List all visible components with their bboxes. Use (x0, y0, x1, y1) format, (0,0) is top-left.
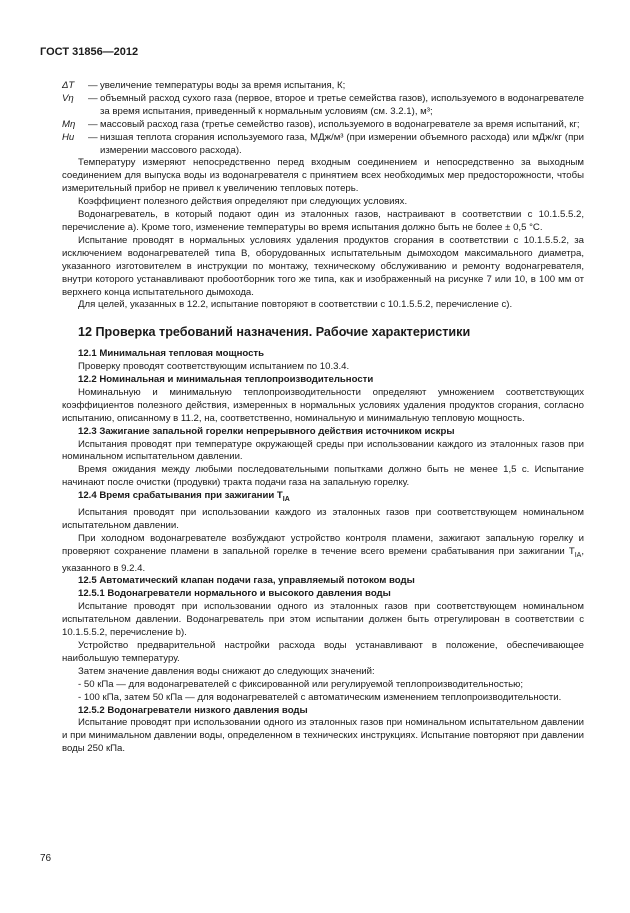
paragraph: Испытание проводят в нормальных условиях удаления продуктов сгорания в соответствии с 10.1.5.5.2, за исключением водонагревателей типа B, оборудованных испытательным дымоходом максимального диаметра, указанного изготовителем в инструкции по монтажу, техническому обслуживанию и ремонту водонагревателя, внутри которого устанавливают пробоотборник того же типа, как и изображенный на рисунке 7 или 10, в 100 мм от верхнего конца испытательного дымохода. (62, 234, 584, 298)
definition-text: низшая теплота сгорания используемого газа, МДж/м³ (при измерении объемного расхода) или мДж/кг (при измерении массового расхода). (100, 131, 584, 156)
definition-row (62, 132, 584, 158)
paragraph: Устройство предварительной настройки расхода воды устанавливают в положение, обеспечивающее наибольшую температуру. (62, 639, 584, 664)
definition-dash: — (88, 131, 98, 143)
definition-symbol: ΔT (62, 80, 75, 91)
paragraph: Время ожидания между любыми последовательными попытками должно быть не менее 1,5 с. Испытание начинают после очистки (продувки) тракта подачи газа на запальную горелку. (62, 464, 584, 489)
definition-dash: — (88, 118, 98, 130)
subscript: IA (282, 496, 290, 504)
paragraph: Коэффициент полезного действия определяют при следующих условиях. (78, 196, 408, 208)
intro-paragraphs (62, 157, 584, 312)
page-number: 76 (40, 853, 52, 864)
list-item: - 50 кПа — для водонагревателей с фиксированной или регулируемой теплопроизводительностью; (78, 678, 523, 690)
definition-dash: — (88, 80, 98, 91)
heading-text: 12.4 Время срабатывания при зажигании T (78, 490, 283, 502)
list-item: - 100 кПа, затем 50 кПа — для водонагревателей с автоматическим изменением теплопроизводительности. (78, 691, 562, 703)
section-12-5-2-heading: 12.5.2 Водонагреватели низкого давления воды (78, 704, 308, 716)
paragraph (62, 533, 584, 576)
paragraph: Затем значение давления воды снижают до следующих значений: (78, 665, 375, 677)
section-12-3-heading: 12.3 Зажигание запальной горелки непрерывного действия источником искры (78, 425, 455, 437)
definitions-list (62, 80, 584, 157)
definition-text: увеличение температуры воды за время испытания, К; (100, 80, 346, 91)
definition-symbol: Hu (62, 131, 75, 143)
definition-row (62, 80, 584, 93)
paragraph: Водонагреватель, в который подают один из эталонных газов, настраивают в соответствии с 10.1.5.5.2, перечисление а). Кроме того, изменение температуры во время испытания должно быть не более ± 0,5 °С. (62, 209, 584, 233)
definition-symbol: Vη (62, 92, 74, 104)
text-run: При холодном водонагревателе возбуждают устройство контроля пламени, зажигают запальную горелку и проверяют сохранение пламени в запальной горелке в течение всего времени срабатывания при зажигании T (62, 532, 584, 557)
paragraph: Испытания проводят при использовании каждого из эталонных газов при соответствующем номинальном испытательном давлении. (62, 507, 584, 531)
definition-row (62, 119, 584, 132)
definition-symbol: Mη (62, 118, 76, 130)
paragraph: Номинальную и минимальную теплопроизводительности определяют умножением соответствующих коэффициентов полезного действия, измеренных в нормальных условиях удаления продуктов сгорания, согласно испытанию, описанному в 11.2, на, соответственно, номинальную и минимальную тепловую мощность. (62, 386, 584, 424)
document-header: ГОСТ 31856—2012 (40, 46, 139, 58)
paragraph: Испытание проводят при использовании одного из эталонных газов при соответствующем номинальном испытательном давлении. Водонагреватель при этом испытании должен быть отрегулирован в соответствии с 10.1.5.5.2, перечисление b). (62, 601, 584, 639)
section-12-5-heading: 12.5 Автоматический клапан подачи газа, управляемый потоком воды (78, 575, 415, 587)
paragraph: Проверку проводят соответствующим испытанием по 10.3.4. (78, 361, 350, 373)
text-run: , указанного в 9.2.4. (62, 545, 584, 574)
page-content (62, 80, 584, 756)
definition-dash: — (88, 92, 98, 104)
definition-row (62, 93, 584, 119)
paragraph: Температуру измеряют непосредственно перед входным соединением и непосредственно за выходным соединением для выпуска воды из водонагревателя с принятием всех необходимых мер предосторожности, чтобы измерительный прибор не привел к увеличению тепловых потерь. (62, 157, 584, 195)
paragraph: Испытание проводят при использовании одного из эталонных газов при номинальном испытательном давлении и при минимальном давлении воды, определенном в технических инструкциях. Испытание повторяют при давлении воды 250 кПа. (62, 717, 584, 755)
definition-text: объемный расход сухого газа (первое, второе и третье семейства газов), используемого в водонагревателе за время испытания, приведенный к нормальным условиям (см. 3.2.1), м³; (100, 92, 584, 117)
paragraph: Испытания проводят при температуре окружающей среды при использовании каждого из эталонных газов при номинальном испытательном давлении. (62, 438, 584, 463)
paragraph: Для целей, указанных в 12.2, испытание повторяют в соответствии с 10.1.5.5.2, перечисление с). (78, 299, 513, 311)
section-12-1-heading: 12.1 Минимальная тепловая мощность (78, 348, 265, 360)
section-12-4-heading (62, 490, 584, 507)
subscript: IA (574, 551, 582, 559)
section-12-5-1-heading: 12.5.1 Водонагреватели нормального и высокого давления воды (78, 588, 391, 600)
section-12-heading: 12 Проверка требований назначения. Рабочие характеристики (78, 325, 471, 340)
definition-text: массовый расход газа (третье семейство газов), используемого в водонагревателе за время испытаний, кг; (100, 118, 580, 130)
section-12-2-heading: 12.2 Номинальная и минимальная теплопроизводительности (78, 374, 374, 386)
